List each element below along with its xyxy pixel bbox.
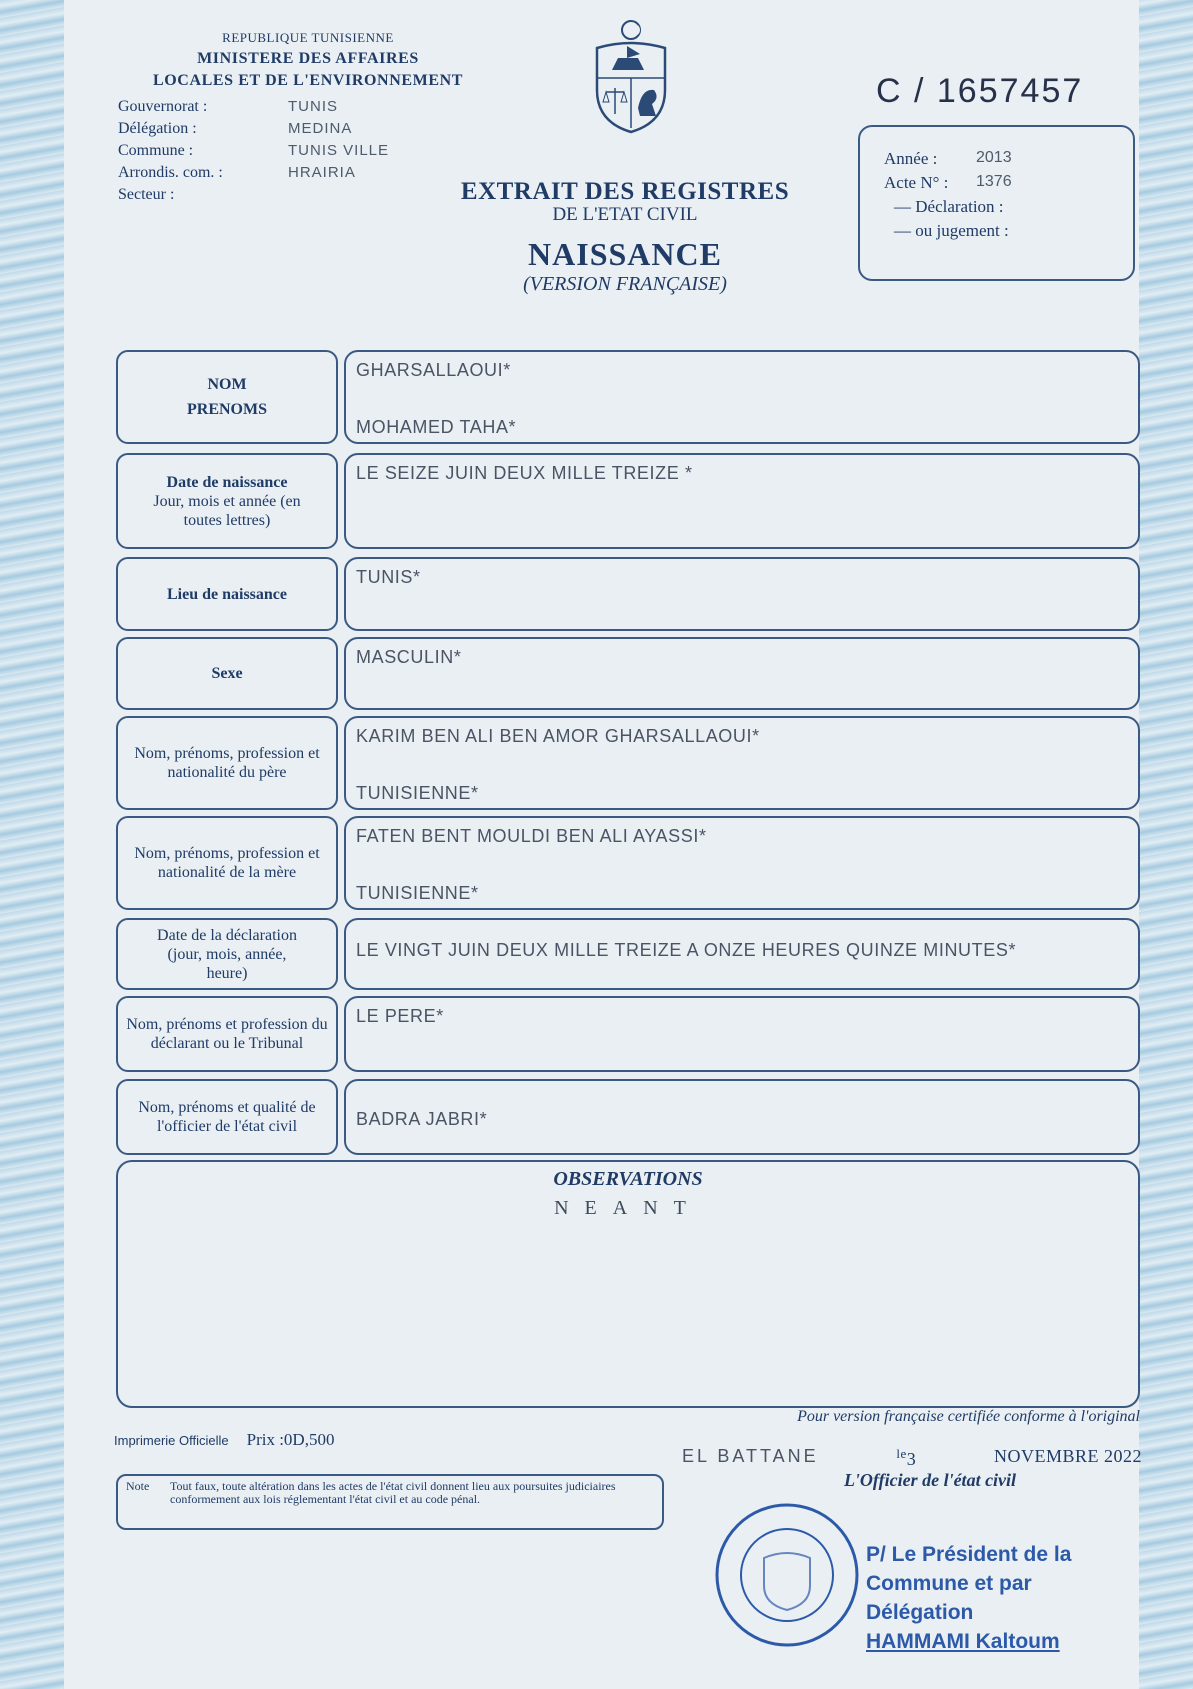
birth-date-value: LE SEIZE JUIN DEUX MILLE TREIZE * [344, 453, 1140, 549]
issue-place-date [682, 1446, 1142, 1470]
issue-day [896, 1446, 916, 1470]
admin-value: TUNIS VILLE [288, 142, 390, 159]
declaration-label: — Déclaration : [894, 197, 1004, 216]
admin-value: TUNIS [288, 98, 338, 115]
birth-date-label [116, 453, 338, 549]
father-value-box [344, 716, 1140, 810]
registrar-title: L'Officier de l'état civil [843, 1470, 1017, 1490]
declarant-label [116, 996, 338, 1072]
serial-number: C / 1657457 [876, 72, 1084, 110]
annee-label: Année : [884, 149, 938, 168]
act-reference-box [858, 125, 1135, 281]
signature-block [866, 1540, 1106, 1656]
document-title [430, 178, 820, 296]
prenoms-label: PRENOMS [187, 401, 267, 418]
note-label: Note [126, 1479, 150, 1493]
prenoms-value: MOHAMED TAHA* [356, 417, 517, 437]
birth-place-value: TUNIS* [344, 557, 1140, 631]
declarant-label-text: Nom, prénoms et profession du déclarant ou le Tribunal [126, 1016, 328, 1052]
act-row [884, 149, 1133, 173]
declaration-date-value: LE VINGT JUIN DEUX MILLE TREIZE A ONZE HEURES QUINZE MINUTES* [344, 918, 1140, 990]
admin-row [118, 120, 498, 142]
declarant-value: LE PERE* [344, 996, 1140, 1072]
birth-date-label-sub: Jour, mois et année (en toutes lettres) [153, 492, 301, 529]
imprimerie-label: Imprimerie Officielle [114, 1433, 229, 1448]
nom-value: GHARSALLAOUI* [356, 360, 511, 380]
registrar-row [116, 1079, 1140, 1155]
registrar-label-text: Nom, prénoms et qualité de l'officier de l'état civil [138, 1099, 316, 1135]
observations-title: OBSERVATIONS [553, 1168, 703, 1190]
decorative-border-left [0, 0, 64, 1689]
mother-row [116, 816, 1140, 910]
sex-label: Sexe [116, 637, 338, 710]
father-row [116, 716, 1140, 810]
ministry-line-1: MINISTERE DES AFFAIRES [197, 50, 419, 67]
issue-date: NOVEMBRE 2022 [993, 1446, 1142, 1466]
observations-box [116, 1160, 1140, 1408]
father-label [116, 716, 338, 810]
mother-label-text: Nom, prénoms, profession et nationalité de la mère [134, 845, 320, 881]
declaration-row [116, 918, 1140, 990]
mother-nationality: TUNISIENNE* [356, 883, 479, 903]
mother-name: FATEN BENT MOULDI BEN ALI AYASSI* [356, 826, 707, 846]
acte-value: 1376 [976, 173, 1012, 190]
admin-label: Arrondis. com. : [118, 164, 223, 181]
signature-line-1: P/ Le Président de la [866, 1543, 1072, 1566]
observations-value: NEANT [554, 1197, 702, 1219]
sex-row [116, 637, 1140, 710]
jugement-label: — ou jugement : [894, 221, 1009, 240]
admin-label: Délégation : [118, 120, 197, 137]
tunisia-coat-of-arms-icon [582, 18, 680, 136]
admin-label: Commune : [118, 142, 194, 159]
name-row [116, 350, 1140, 444]
admin-value: MEDINA [288, 120, 353, 137]
nom-prenoms-label [116, 350, 338, 444]
title-line-1: EXTRAIT DES REGISTRES [460, 178, 790, 205]
note-text: Tout faux, toute altération dans les actes de l'état civil donnent lieu aux poursuites judiciaires conformement aux lois réglementant l'état civil et au code pénal. [170, 1479, 616, 1506]
price-label: Prix :0D,500 [246, 1430, 335, 1449]
birth-place-row [116, 557, 1140, 631]
title-line-2: DE L'ETAT CIVIL [552, 204, 698, 225]
admin-label: Gouvernorat : [118, 98, 208, 115]
admin-label: Secteur : [118, 186, 175, 203]
signature-line-3: HAMMAMI Kaltoum [866, 1630, 1060, 1653]
issue-place: EL BATTANE [682, 1446, 819, 1466]
mother-label [116, 816, 338, 910]
declaration-date-label [116, 918, 338, 990]
name-value-box [344, 350, 1140, 444]
issue-day-value: 3 [906, 1449, 917, 1469]
official-stamp-icon [712, 1500, 862, 1650]
birth-date-label-main: Date de naissance [166, 473, 288, 491]
registrar-label [116, 1079, 338, 1155]
admin-row [118, 98, 498, 120]
title-version: (VERSION FRANÇAISE) [523, 273, 727, 295]
birth-place-label: Lieu de naissance [116, 557, 338, 631]
admin-row [118, 142, 498, 164]
republic-label: REPUBLIQUE TUNISIENNE [222, 30, 394, 45]
nom-label: NOM [207, 376, 247, 393]
registrar-value: BADRA JABRI* [344, 1079, 1140, 1155]
print-info [114, 1430, 334, 1450]
certification-note: Pour version française certifiée conforme à l'original [797, 1408, 1140, 1425]
mother-value-box [344, 816, 1140, 910]
act-row [884, 173, 1133, 197]
annee-value: 2013 [976, 149, 1012, 166]
legal-note [116, 1474, 664, 1530]
sex-value: MASCULIN* [344, 637, 1140, 710]
birth-date-row [116, 453, 1140, 549]
father-name: KARIM BEN ALI BEN AMOR GHARSALLAOUI* [356, 726, 760, 746]
title-main: NAISSANCE [528, 236, 722, 272]
declarant-row [116, 996, 1140, 1072]
father-nationality: TUNISIENNE* [356, 783, 479, 803]
signature-line-2: Commune et par Délégation [866, 1572, 1032, 1624]
ministry-line-2: LOCALES ET DE L'ENVIRONNEMENT [152, 72, 464, 89]
admin-value: HRAIRIA [288, 164, 356, 181]
issue-le: le [896, 1446, 907, 1461]
declaration-date-label-text: Date de la déclaration (jour, mois, année, heure) [157, 926, 297, 982]
father-label-text: Nom, prénoms, profession et nationalité du père [134, 745, 320, 781]
acte-label: Acte N° : [884, 173, 949, 192]
